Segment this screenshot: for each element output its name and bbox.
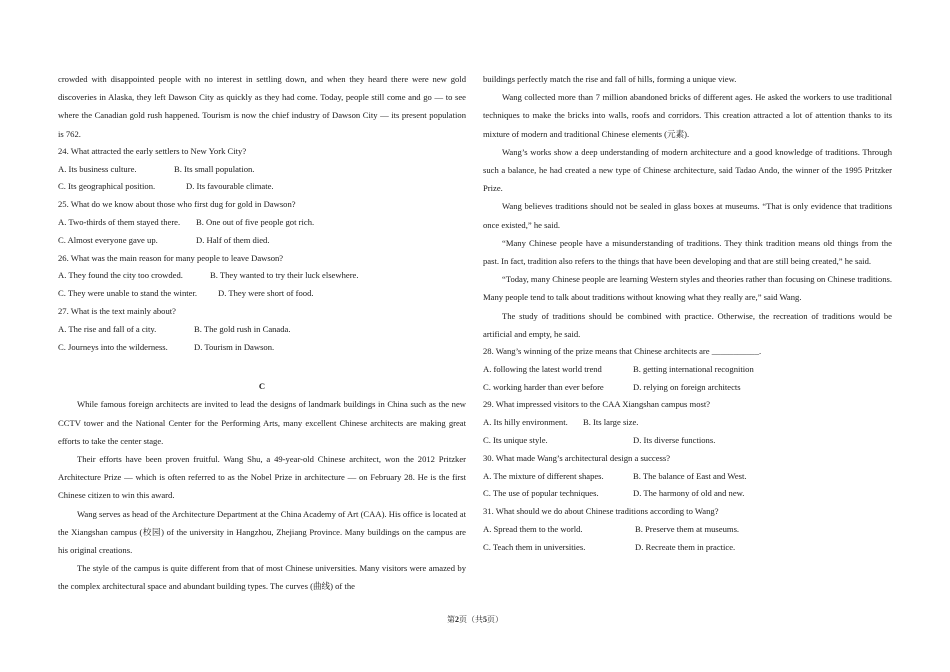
question-29-options-row2 bbox=[483, 432, 892, 450]
left-column bbox=[58, 70, 466, 596]
option-28-b: B. getting international recognition bbox=[633, 363, 754, 374]
passage-c-para-6: Wang collected more than 7 million abandoned bricks of different ages. He asked the workers to use traditional techniques to make the bricks into walls, roofs and corridors. This creation attracted a lot of attention thanks to its mixture of modern and traditional Chinese elements (元素). bbox=[483, 92, 892, 139]
footer-suffix: 页） bbox=[487, 615, 503, 624]
question-26: 26. What was the main reason for many people to leave Dawson? bbox=[58, 252, 284, 263]
option-29-b: B. Its large size. bbox=[583, 417, 639, 428]
option-31-a: A. Spread them to the world. bbox=[483, 524, 583, 535]
option-30-a: A. The mixture of different shapes. bbox=[483, 470, 604, 481]
question-27-options-row1 bbox=[58, 321, 466, 339]
footer-mid: 页（共 bbox=[459, 615, 483, 624]
option-30-b: B. The balance of East and West. bbox=[633, 470, 747, 481]
question-29: 29. What impressed visitors to the CAA Xiangshan campus most? bbox=[483, 399, 711, 410]
option-28-c: C. working harder than ever before bbox=[483, 381, 604, 392]
option-31-d: D. Recreate them in practice. bbox=[635, 541, 736, 552]
option-30-c: C. The use of popular techniques. bbox=[483, 488, 599, 499]
option-25-a: A. Two-thirds of them stayed there. bbox=[58, 217, 181, 227]
question-28-options-row1 bbox=[483, 361, 892, 379]
option-29-a: A. Its hilly environment. bbox=[483, 417, 568, 428]
passage-c-para-7: Wang’s works show a deep understanding of modern architecture and a good knowledge of traditions. Through such a balance, he had created a new type of Chinese architecture, said Tadao Ando, the winner of the 1995 Pritzker Prize. bbox=[483, 146, 892, 194]
question-24: 24. What attracted the early settlers to New York City? bbox=[58, 145, 247, 156]
option-29-c: C. Its unique style. bbox=[483, 435, 548, 446]
option-26-c: C. They were unable to stand the winter. bbox=[58, 288, 197, 299]
passage-c-para-1: While famous foreign architects are invited to lead the designs of landmark buildings in China such as the new CCTV tower and the National Center for the Performing Arts, many excellent Chinese architects are making great efforts to take the center stage. bbox=[58, 399, 466, 446]
option-29-d: D. Its diverse functions. bbox=[633, 435, 716, 446]
option-24-b: B. Its small population. bbox=[174, 163, 255, 174]
footer-total-pages: 5 bbox=[483, 615, 487, 624]
option-26-d: D. They were short of food. bbox=[218, 288, 314, 299]
option-26-b: B. They wanted to try their luck elsewhere. bbox=[210, 270, 359, 281]
question-30: 30. What made Wang’s architectural design a success? bbox=[483, 452, 671, 463]
page-footer bbox=[0, 614, 950, 626]
question-27: 27. What is the text mainly about? bbox=[58, 305, 176, 316]
option-31-c: C. Teach them in universities. bbox=[483, 541, 586, 552]
question-25-options-row2 bbox=[58, 232, 466, 250]
question-31-options-row1 bbox=[483, 521, 892, 539]
question-25-options-row1 bbox=[58, 214, 466, 232]
question-28-options-row2 bbox=[483, 379, 892, 397]
option-31-b: B. Preserve them at museums. bbox=[635, 524, 740, 535]
option-28-a: A. following the latest world trend bbox=[483, 363, 602, 374]
footer-page-number: 2 bbox=[455, 615, 459, 624]
question-28: 28. Wang’s winning of the prize means that Chinese architects are ___________. bbox=[483, 346, 762, 357]
question-27-options-row2 bbox=[58, 339, 466, 357]
option-24-c: C. Its geographical position. bbox=[58, 181, 156, 192]
question-26-options-row2 bbox=[58, 285, 466, 303]
passage-c-para-10: “Today, many Chinese people are learning Western styles and theories rather than focusing on Chinese traditions. Many people tend to talk about traditions without knowing what they really are,” said Wang. bbox=[483, 274, 892, 303]
footer-prefix: 第 bbox=[447, 615, 455, 624]
question-25: 25. What do we know about those who first dug for gold in Dawson? bbox=[58, 199, 296, 210]
option-25-c: C. Almost everyone gave up. bbox=[58, 234, 158, 245]
option-30-d: D. The harmony of old and new. bbox=[633, 488, 745, 499]
question-30-options-row1 bbox=[483, 468, 892, 486]
option-27-a: A. The rise and fall of a city. bbox=[58, 323, 157, 334]
question-26-options-row1 bbox=[58, 267, 466, 285]
passage-b-ending: crowded with disappointed people with no interest in settling down, and when they heard there were new gold discoveries in Alaska, they left Dawson City as quickly as they had come. Today, people still come and go — to see where the Canadian gold rush happened. Tourism is now the chief industry of Dawson City — its present population is 762. bbox=[58, 74, 466, 139]
option-27-b: B. The gold rush in Canada. bbox=[194, 323, 291, 334]
passage-c-para-3: Wang serves as head of the Architecture Department at the China Academy of Art (CAA). His office is located at the Xiangshan campus (校园) of the university in Hangzhou, Zhejiang Province. Many buildings on the campus are his original creations. bbox=[58, 508, 466, 555]
passage-c-para-11: The study of traditions should be combined with practice. Otherwise, the recreation of traditions would be artificial and empty, he said. bbox=[483, 310, 892, 339]
passage-c-para-8: Wang believes traditions should not be sealed in glass boxes at museums. “That is only evidence that traditions once existed,” he said. bbox=[483, 201, 892, 230]
option-25-d: D. Half of them died. bbox=[196, 234, 270, 245]
passage-c-para-9: “Many Chinese people have a misunderstanding of traditions. They think tradition means old things from the past. In fact, tradition also refers to the things that have been developing and that are still being created,” he said. bbox=[483, 237, 892, 267]
option-28-d: D. relying on foreign architects bbox=[633, 381, 741, 392]
section-c-title: C bbox=[258, 381, 266, 392]
question-31: 31. What should we do about Chinese traditions according to Wang? bbox=[483, 506, 719, 517]
passage-c-para-2: Their efforts have been proven fruitful. Wang Shu, a 49-year-old Chinese architect, won the 2012 Pritzker Architecture Prize — which is often referred to as the Nobel Prize in architecture — on February 28. He is the first Chinese citizen to win this award. bbox=[58, 453, 466, 501]
option-24-d: D. Its favourable climate. bbox=[186, 181, 274, 192]
passage-c-para-5: buildings perfectly match the rise and fall of hills, forming a unique view. bbox=[483, 74, 737, 84]
question-30-options-row2 bbox=[483, 485, 892, 503]
question-31-options-row2 bbox=[483, 539, 892, 557]
passage-c-para-4: The style of the campus is quite different from that of most Chinese universities. Many visitors were amazed by the complex architectural space and abundant building types. The curves (曲线) of the bbox=[58, 563, 466, 592]
question-24-options-row1 bbox=[58, 161, 466, 179]
option-25-b: B. One out of five people got rich. bbox=[196, 217, 315, 227]
option-24-a: A. Its business culture. bbox=[58, 163, 137, 174]
option-27-c: C. Journeys into the wilderness. bbox=[58, 341, 168, 352]
question-24-options-row2 bbox=[58, 178, 466, 196]
option-27-d: D. Tourism in Dawson. bbox=[194, 341, 275, 352]
question-29-options-row1 bbox=[483, 414, 892, 432]
right-column bbox=[483, 70, 892, 557]
option-26-a: A. They found the city too crowded. bbox=[58, 270, 183, 281]
